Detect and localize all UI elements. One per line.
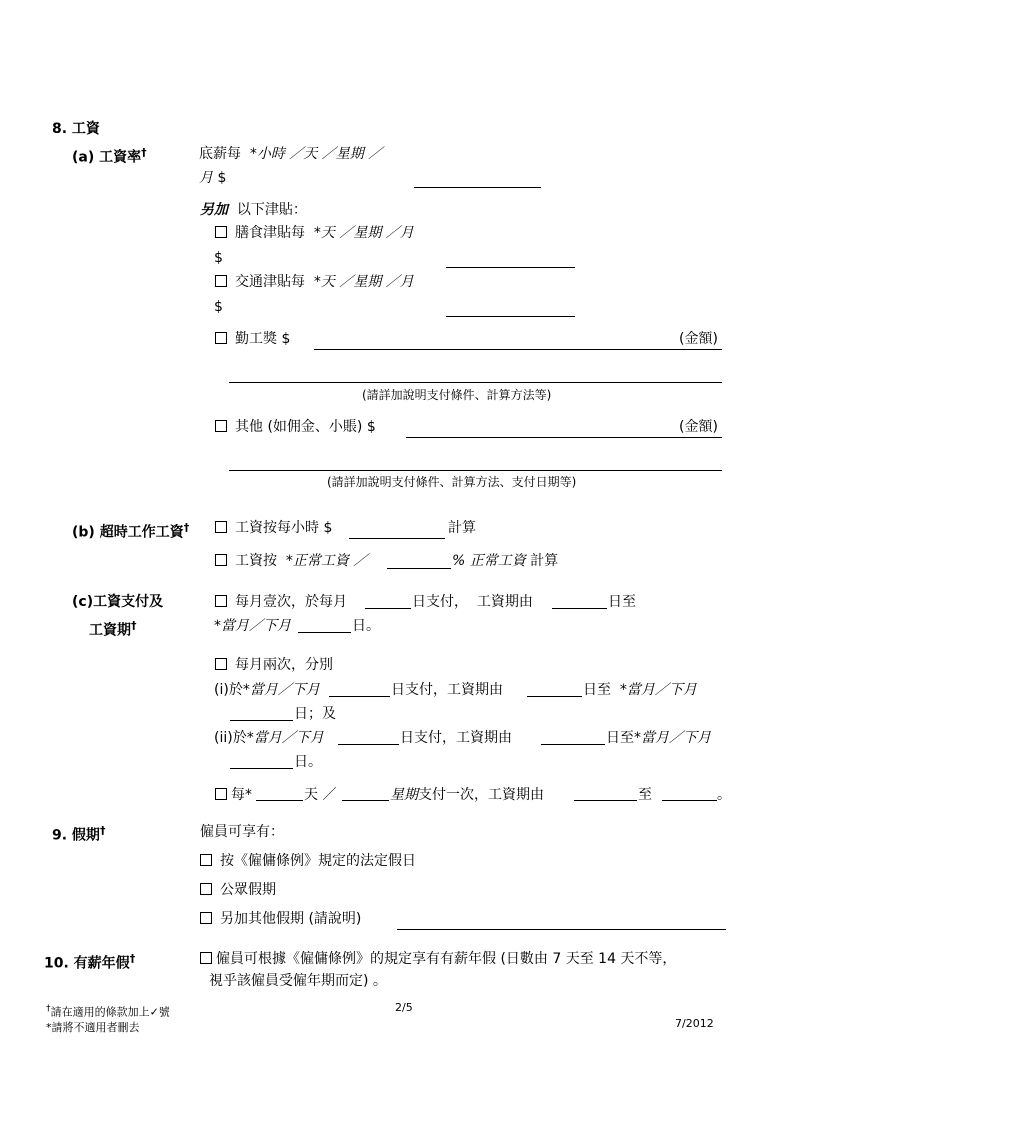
every-weeks-unit: 星期支付一次，工資期由	[390, 787, 544, 803]
other-holiday-field[interactable]	[397, 929, 726, 930]
checkbox-icon[interactable]	[215, 788, 227, 800]
checkbox-icon[interactable]	[215, 595, 227, 607]
wage-period-label-1: (c)工資支付及	[72, 594, 164, 610]
twice-first-end-suffix: 日；及	[294, 706, 336, 722]
meal-allowance-option[interactable]: 膳食津貼每 *天 ／星期 ／月	[215, 224, 414, 242]
checkbox-icon[interactable]	[200, 912, 212, 924]
base-pay-amount-field[interactable]	[414, 187, 541, 188]
checkbox-icon[interactable]	[215, 658, 227, 670]
base-pay-line-2: 月 $	[199, 170, 227, 186]
every-period-option[interactable]: 每*	[215, 786, 252, 804]
checkbox-icon[interactable]	[215, 521, 227, 533]
twice-second-end-suffix: 日。	[294, 754, 322, 770]
once-period-start-field[interactable]	[552, 608, 607, 609]
attendance-bonus-option[interactable]: 勤工獎 $	[215, 330, 290, 348]
twice-second-to: 日至*當月／下月	[606, 730, 711, 746]
section-10-title: 10. 有薪年假†	[44, 952, 136, 972]
public-holiday-option[interactable]: 公眾假期	[200, 881, 276, 899]
section-9-title: 9. 假期†	[52, 824, 106, 844]
footnote-delete: *請將不適用者刪去	[46, 1021, 140, 1034]
twice-first-pay-field[interactable]	[329, 696, 390, 697]
overtime-hourly-option[interactable]: 工資按每小時 $	[215, 519, 332, 537]
overtime-percent-option[interactable]: 工資按 *正常工資 ／	[215, 552, 367, 570]
once-period-end-field[interactable]	[298, 632, 351, 633]
bonus-amount-label: (金額)	[679, 331, 718, 347]
twice-first-mid: 日支付，工資期由	[391, 682, 503, 698]
every-period-end-field[interactable]	[662, 800, 717, 801]
overtime-label: (b) 超時工作工資†	[72, 521, 190, 541]
once-pay-suffix: 日支付， 工資期由	[412, 594, 533, 610]
checkbox-icon[interactable]	[215, 226, 227, 238]
every-days-field[interactable]	[256, 800, 303, 801]
overtime-percent-suffix: % 正常工資 計算	[452, 553, 559, 569]
checkbox-icon[interactable]	[200, 952, 212, 964]
meal-amount-field[interactable]	[446, 267, 575, 268]
other-note: (請詳加說明支付條件、計算方法、支付日期等)	[327, 475, 577, 489]
holiday-intro: 僱員可享有：	[200, 824, 284, 840]
other-allowance-option[interactable]: 其他 (如佣金、小賬) $	[215, 418, 376, 436]
annual-leave-line-2: 視乎該僱員受僱年期而定) 。	[209, 973, 387, 989]
twice-second-pay-field[interactable]	[338, 744, 399, 745]
once-pay-day-field[interactable]	[365, 608, 411, 609]
annual-leave-option[interactable]: 僱員可根據《僱傭條例》的規定享有有薪年假 (日數由 7 天至 14 天不等，	[200, 950, 676, 968]
twice-first-start-field[interactable]	[527, 696, 582, 697]
checkbox-icon[interactable]	[200, 883, 212, 895]
monthly-twice-option[interactable]: 每月兩次，分別	[215, 656, 333, 674]
bonus-note: (請詳加說明支付條件、計算方法等)	[362, 388, 552, 402]
transport-allowance-option[interactable]: 交通津貼每 *天 ／星期 ／月	[215, 273, 414, 291]
other-holiday-option[interactable]: 另加其他假期 (請說明)	[200, 910, 361, 928]
transport-dollar-sign: $	[214, 299, 223, 315]
wage-period-label-2: 工資期†	[89, 619, 137, 639]
meal-dollar-sign: $	[214, 250, 223, 266]
overtime-percent-field[interactable]	[387, 568, 451, 569]
every-period-end: 。	[717, 787, 731, 803]
other-amount-field[interactable]	[406, 437, 722, 438]
every-period-start-field[interactable]	[574, 800, 637, 801]
checkbox-icon[interactable]	[200, 854, 212, 866]
checkbox-icon[interactable]	[215, 554, 227, 566]
footnote-tick: †請在適用的條款加上✓號	[46, 1003, 170, 1019]
every-period-to: 至	[638, 787, 652, 803]
bonus-details-field[interactable]	[229, 382, 722, 383]
monthly-once-option[interactable]: 每月壹次，於每月	[215, 593, 347, 611]
overtime-hourly-suffix: 計算	[448, 520, 476, 536]
checkbox-icon[interactable]	[215, 420, 227, 432]
every-days-unit: 天 ／	[304, 787, 337, 803]
every-weeks-field[interactable]	[342, 800, 389, 801]
page-number: 2/5	[395, 1001, 413, 1014]
checkbox-icon[interactable]	[215, 332, 227, 344]
once-period-to: 日至	[608, 594, 636, 610]
twice-first-end-field[interactable]	[230, 720, 293, 721]
transport-amount-field[interactable]	[446, 316, 575, 317]
allowance-intro: 另加 以下津貼：	[200, 202, 307, 218]
base-pay-line-1: 底薪每 *小時 ／天 ／星期 ／	[199, 146, 383, 162]
other-amount-label: (金額)	[679, 419, 718, 435]
other-details-field[interactable]	[229, 470, 722, 471]
wage-rate-label: (a) 工資率†	[72, 146, 147, 166]
section-8-title: 8. 工資	[52, 121, 100, 137]
statutory-holiday-option[interactable]: 按《僱傭條例》規定的法定假日	[200, 852, 416, 870]
form-date: 7/2012	[675, 1017, 714, 1030]
checkbox-icon[interactable]	[215, 275, 227, 287]
twice-first-prefix: (i)於*當月／下月	[214, 682, 320, 698]
twice-second-mid: 日支付，工資期由	[400, 730, 512, 746]
twice-second-end-field[interactable]	[230, 768, 293, 769]
twice-second-start-field[interactable]	[541, 744, 605, 745]
once-period-end-suffix: 日。	[352, 618, 380, 634]
overtime-hourly-field[interactable]	[349, 538, 445, 539]
twice-second-prefix: (ii)於*當月／下月	[214, 730, 324, 746]
twice-first-to: 日至 *當月／下月	[583, 682, 697, 698]
bonus-amount-field[interactable]	[314, 349, 722, 350]
once-month-choice: *當月／下月	[214, 618, 291, 634]
